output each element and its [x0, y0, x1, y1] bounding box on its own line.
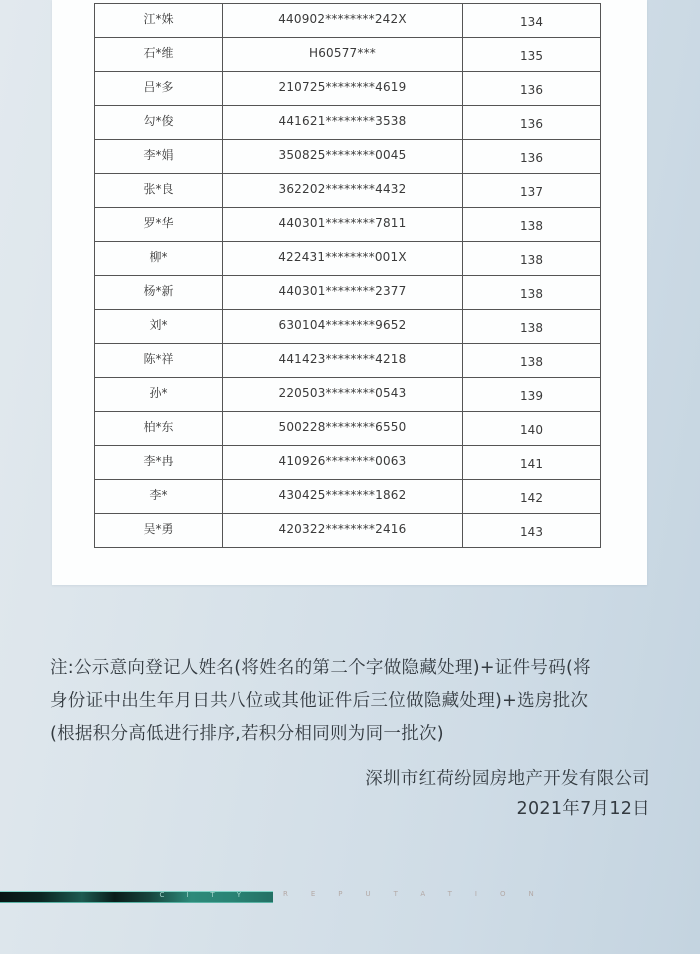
note-line: (根据积分高低进行排序,若积分相同则为同一批次) — [50, 724, 444, 744]
table-row — [95, 276, 601, 310]
id-number-cell: 630104********9652 — [223, 310, 463, 344]
table-row — [95, 480, 601, 514]
name-cell: 孙* — [95, 378, 223, 412]
document-paper — [52, 0, 647, 585]
id-number-cell: 440301********2377 — [223, 276, 463, 310]
table-row — [95, 378, 601, 412]
name-cell: 罗*华 — [95, 208, 223, 242]
id-number-cell: 500228********6550 — [223, 412, 463, 446]
name-cell: 吕*多 — [95, 72, 223, 106]
signature-block — [365, 764, 650, 824]
name-cell: 刘* — [95, 310, 223, 344]
batch-cell: 139 — [463, 378, 601, 412]
table-row — [95, 446, 601, 480]
batch-cell: 138 — [463, 242, 601, 276]
id-number-cell: H60577*** — [223, 38, 463, 72]
id-number-cell: 420322********2416 — [223, 514, 463, 548]
table-row — [95, 174, 601, 208]
table-row — [95, 140, 601, 174]
batch-cell: 138 — [463, 310, 601, 344]
name-cell: 江*姝 — [95, 4, 223, 38]
batch-cell: 137 — [463, 174, 601, 208]
issue-date: 2021年7月12日 — [516, 799, 650, 819]
batch-cell: 140 — [463, 412, 601, 446]
id-number-cell: 440902********242X — [223, 4, 463, 38]
batch-cell: 136 — [463, 72, 601, 106]
batch-cell: 138 — [463, 208, 601, 242]
disclosure-note — [50, 652, 660, 751]
id-number-cell: 440301********7811 — [223, 208, 463, 242]
name-cell: 李*冉 — [95, 446, 223, 480]
name-cell: 张*良 — [95, 174, 223, 208]
batch-cell: 142 — [463, 480, 601, 514]
table-row — [95, 38, 601, 72]
table-row — [95, 208, 601, 242]
batch-cell: 143 — [463, 514, 601, 548]
batch-cell: 135 — [463, 38, 601, 72]
id-number-cell: 362202********4432 — [223, 174, 463, 208]
id-number-cell: 410926********0063 — [223, 446, 463, 480]
batch-cell: 138 — [463, 276, 601, 310]
footer-bar-word: CITY — [159, 891, 263, 899]
id-number-cell: 430425********1862 — [223, 480, 463, 514]
table-row — [95, 72, 601, 106]
roster-table — [94, 3, 601, 548]
name-cell: 石*维 — [95, 38, 223, 72]
table-row — [95, 106, 601, 140]
id-number-cell: 422431********001X — [223, 242, 463, 276]
name-cell: 李*娟 — [95, 140, 223, 174]
name-cell: 柏*东 — [95, 412, 223, 446]
note-line: 身份证中出生年月日共八位或其他证件后三位做隐藏处理)+选房批次 — [50, 691, 589, 711]
id-number-cell: 441423********4218 — [223, 344, 463, 378]
batch-cell: 136 — [463, 106, 601, 140]
name-cell: 勾*俊 — [95, 106, 223, 140]
id-number-cell: 350825********0045 — [223, 140, 463, 174]
batch-cell: 136 — [463, 140, 601, 174]
table-row — [95, 310, 601, 344]
note-line: 注:公示意向登记人姓名(将姓名的第二个字做隐藏处理)+证件号码(将 — [50, 658, 591, 678]
name-cell: 吴*勇 — [95, 514, 223, 548]
company-name: 深圳市红荷纷园房地产开发有限公司 — [365, 769, 650, 789]
id-number-cell: 441621********3538 — [223, 106, 463, 140]
batch-cell: 141 — [463, 446, 601, 480]
batch-cell: 138 — [463, 344, 601, 378]
id-number-cell: 220503********0543 — [223, 378, 463, 412]
roster-table-body — [95, 4, 601, 548]
batch-cell: 134 — [463, 4, 601, 38]
id-number-cell: 210725********4619 — [223, 72, 463, 106]
name-cell: 李* — [95, 480, 223, 514]
name-cell: 陈*祥 — [95, 344, 223, 378]
table-row — [95, 4, 601, 38]
footer-trailing-word: REPUTATION — [283, 890, 557, 898]
name-cell: 杨*新 — [95, 276, 223, 310]
table-row — [95, 514, 601, 548]
table-row — [95, 344, 601, 378]
footer-decorative-bar — [0, 891, 273, 903]
table-row — [95, 242, 601, 276]
table-row — [95, 412, 601, 446]
name-cell: 柳* — [95, 242, 223, 276]
